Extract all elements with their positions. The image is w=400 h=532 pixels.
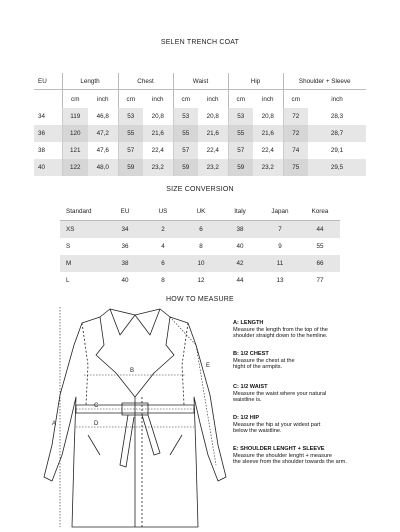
page-title: SELEN TRENCH COAT	[160, 39, 240, 46]
header-uk: UK	[182, 203, 220, 221]
marker-a: A	[52, 421, 57, 427]
cell-eu: 40	[34, 159, 62, 176]
measure-item-waist	[233, 384, 393, 404]
marker-e: E	[206, 363, 211, 369]
cell: 40	[121, 277, 129, 284]
cell: 11	[260, 255, 300, 272]
measure-line: Measure the shoulder lenght + measure	[233, 452, 333, 459]
cell: 22,4	[261, 147, 274, 154]
cell: 55	[228, 125, 253, 142]
header-us: US	[144, 203, 182, 221]
table-row	[34, 125, 366, 142]
cell: 29,5	[308, 159, 366, 176]
measure-line: Measure the hip at your widest part	[233, 421, 321, 428]
table-row	[60, 221, 340, 239]
table-row	[60, 272, 340, 289]
measure-line: shoulder straight down to the hemline.	[233, 333, 328, 340]
cell: 59	[173, 159, 198, 176]
measure-line: Measure the length from the top of the	[233, 326, 328, 333]
unit-cm: cm	[118, 90, 143, 109]
cell: 6	[144, 255, 182, 272]
cell-standard: XS	[60, 221, 106, 239]
cell: 44	[300, 221, 340, 239]
cell: 40	[236, 243, 244, 250]
size-conversion-title: SIZE CONVERSION	[166, 186, 234, 193]
measure-item-chest	[233, 351, 393, 371]
cell: 48,0	[88, 159, 118, 176]
cell: 44	[236, 277, 244, 284]
cell: 20,8	[151, 113, 164, 120]
size-conversion-table	[60, 203, 340, 289]
cell: 2	[144, 221, 182, 239]
header-japan: Japan	[260, 203, 300, 221]
header-korea: Korea	[300, 203, 340, 221]
cell: 28,3	[330, 113, 344, 120]
cell: 122	[62, 159, 88, 176]
cell-standard: L	[66, 277, 70, 284]
cell: 22,4	[206, 147, 219, 154]
unit-inch: inch	[198, 90, 228, 109]
measure-line: below the waistline.	[233, 428, 282, 435]
cell: 53	[118, 108, 143, 125]
cell: 21,6	[198, 125, 228, 142]
cell: 75	[283, 159, 308, 176]
marker-b: B	[130, 368, 135, 374]
size-chart-header	[34, 73, 366, 90]
header-eu: EU	[106, 203, 144, 221]
cell: 55	[118, 125, 143, 142]
cell: 55	[316, 243, 324, 250]
cell: 9	[278, 243, 282, 250]
cell: 8	[199, 243, 203, 250]
cell: 46,8	[96, 113, 109, 120]
measure-head: E: SHOULDER LENGHT + SLEEVE	[233, 446, 325, 452]
cell: 47,6	[96, 147, 109, 154]
header-length: Length	[62, 73, 118, 90]
cell: 72	[283, 108, 308, 125]
coat-lapel-left	[96, 317, 135, 397]
measure-line: Measure the chest at the	[233, 357, 295, 364]
unit-cm: cm	[173, 90, 198, 109]
table-row	[60, 255, 340, 272]
cell: 12	[197, 277, 205, 284]
measure-head: A: LENGTH	[233, 320, 264, 326]
table-row	[34, 159, 366, 176]
header-standard: Standard	[60, 203, 106, 221]
unit-inch: inch	[253, 90, 283, 109]
unit-inch: inch	[308, 90, 366, 109]
cell: 119	[62, 108, 88, 125]
cell: 4	[161, 243, 165, 250]
header-hip: Hip	[228, 73, 283, 90]
header-italy: Italy	[220, 203, 260, 221]
cell: 23,2	[253, 159, 283, 176]
cell: 8	[161, 277, 165, 284]
table-row	[34, 108, 366, 125]
cell: 23,2	[143, 159, 173, 176]
cell: 38	[106, 255, 144, 272]
cell: 66	[300, 255, 340, 272]
cell: 42	[220, 255, 260, 272]
cell: 20,8	[206, 113, 219, 120]
unit-inch: inch	[88, 90, 118, 109]
cell: 57	[173, 142, 198, 159]
header-eu: EU	[34, 73, 62, 90]
measure-head: B: 1/2 CHEST	[233, 351, 269, 357]
unit-cm: cm	[62, 90, 88, 109]
measure-item-length	[233, 320, 393, 340]
cell: 55	[173, 125, 198, 142]
header-waist: Waist	[173, 73, 228, 90]
header-shoulder-sleeve: Shoulder + Sleeve	[283, 73, 366, 90]
cell: 38	[220, 221, 260, 239]
size-chart-table	[34, 73, 366, 176]
cell: 53	[173, 108, 198, 125]
marker-d: D	[94, 421, 99, 427]
cell: 6	[182, 221, 220, 239]
cell: 13	[276, 277, 284, 284]
cell: 121	[62, 142, 88, 159]
measure-item-shoulder-sleeve	[233, 446, 393, 466]
size-chart-units	[34, 90, 366, 109]
conversion-header	[60, 203, 340, 221]
cell: 28,7	[308, 125, 366, 142]
cell-standard: M	[60, 255, 106, 272]
table-row	[34, 142, 366, 159]
cell: 29,1	[330, 147, 344, 154]
header-chest: Chest	[118, 73, 173, 90]
trench-coat-diagram	[30, 305, 240, 532]
cell: 36	[121, 243, 129, 250]
cell: 53	[228, 108, 253, 125]
marker-c: C	[94, 403, 99, 409]
cell: 59	[118, 159, 143, 176]
cell: 59	[228, 159, 253, 176]
cell: 72	[283, 125, 308, 142]
unit-cm: cm	[283, 90, 308, 109]
unit-cm: cm	[228, 90, 253, 109]
measure-head: C: 1/2 WAIST	[233, 384, 268, 390]
cell: 21,6	[143, 125, 173, 142]
cell: 34	[106, 221, 144, 239]
cell: 57	[118, 142, 143, 159]
cell: 22,4	[151, 147, 164, 154]
cell: 10	[182, 255, 220, 272]
cell: 77	[316, 277, 324, 284]
measure-item-hip	[233, 415, 393, 435]
cell-eu: 36	[34, 125, 62, 142]
cell-standard: S	[66, 243, 71, 250]
cell: 120	[62, 125, 88, 142]
how-to-measure-title: HOW TO MEASURE	[166, 296, 234, 303]
cell: 20,8	[261, 113, 274, 120]
measure-head: D: 1/2 HIP	[233, 415, 260, 421]
cell: 21,6	[253, 125, 283, 142]
cell: 74	[283, 142, 308, 159]
measure-line: hight of the armpits.	[233, 364, 283, 371]
cell-eu: 38	[38, 147, 46, 154]
coat-lapel-right	[135, 317, 174, 397]
measure-line: Measure the waist where your natural	[233, 390, 327, 397]
unit-inch: inch	[143, 90, 173, 109]
measure-line: waistline is.	[233, 397, 262, 404]
table-row	[60, 238, 340, 255]
cell: 23,2	[198, 159, 228, 176]
cell: 47,2	[88, 125, 118, 142]
cell-eu: 34	[38, 113, 46, 120]
cell: 7	[260, 221, 300, 239]
measure-line: the sleeve from the shoulder towards the arm.	[233, 459, 347, 466]
cell: 57	[228, 142, 253, 159]
